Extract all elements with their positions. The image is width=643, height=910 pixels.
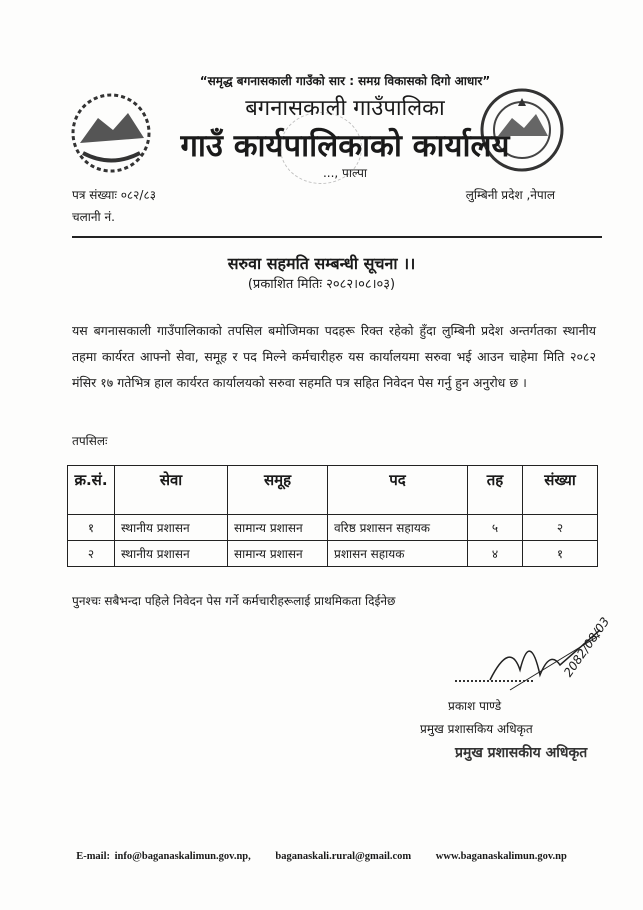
published-date: (प्रकाशित मितिः २०८२।०८।०३) — [247, 277, 396, 292]
letter-number: पत्र संख्याः ०८२/८३ — [72, 188, 156, 202]
designation-stamp: प्रमुख प्रशासकीय अधिकृत — [455, 745, 588, 761]
col-level: तह — [468, 466, 523, 515]
cell-count: १ — [523, 541, 598, 567]
notice-body: यस बगनासकाली गाउँपालिकाको तपसिल बमोजिमका पदहरू रिक्त रहेको हुँदा लुम्बिनी प्रदेश अन्तर्गतका स्थानीय तहमा कार्यरत आफ्नो सेवा, समूह र पद मिल्ने कर्मचारीहरु यस कार्यालयमा सरुवा भई आउन चाहेमा मिति २०८२ मंसिर १७ गतेभित्र हाल कार्यरत कार्यालयको सरुवा सहमति पत्र सहित निवेदन पेस गर्नु हुन अनुरोध छ । — [72, 323, 596, 390]
footer-email: E-mail: info@baganaskalimun.gov.np, — [76, 851, 251, 862]
dispatch-number: चलानी नं. — [72, 210, 115, 224]
table-row — [68, 515, 598, 541]
cell-position: वरिष्ठ प्रशासन सहायक — [328, 515, 468, 541]
footer-contacts — [0, 851, 643, 862]
signature-line — [455, 680, 533, 682]
office-address: ..., पाल्पा — [322, 166, 368, 180]
cell-group: सामान्य प्रशासन — [228, 541, 328, 567]
signature-date: 2082/08/03 — [561, 614, 613, 680]
cell-count: २ — [523, 515, 598, 541]
motto: “समृद्ध बगनासकाली गाउँको सार : समग्र विकासको दिगो आधार” — [199, 74, 491, 88]
col-position: पद — [328, 466, 468, 515]
footer-gmail: baganaskali.rural@gmail.com — [275, 851, 412, 862]
col-count: संख्या — [523, 466, 598, 515]
cell-serial: १ — [68, 515, 115, 541]
details-label: तपसिलः — [72, 434, 108, 448]
office-name: गाउँ कार्यपालिकाको कार्यालय — [180, 128, 510, 164]
col-service: सेवा — [115, 466, 228, 515]
table-header-row — [68, 466, 598, 515]
header-divider — [72, 236, 602, 238]
cell-level: ५ — [468, 515, 523, 541]
signatory-title: प्रमुख प्रशासकिय अधिकृत — [420, 722, 533, 736]
signatory-name: प्रकाश पाण्डे — [448, 699, 502, 713]
notice-title: सरुवा सहमति सम्बन्धी सूचना ।। — [227, 254, 416, 273]
municipality-name: बगनासकाली गाउँपालिका — [245, 96, 445, 121]
cell-service: स्थानीय प्रशासन — [115, 515, 228, 541]
province: लुम्बिनी प्रदेश ,नेपाल — [465, 188, 555, 202]
vacancy-table — [67, 465, 598, 567]
col-group: समूह — [228, 466, 328, 515]
cell-serial: २ — [68, 541, 115, 567]
table-row — [68, 541, 598, 567]
footer-website: www.baganaskalimun.gov.np — [435, 851, 567, 862]
cell-position: प्रशासन सहायक — [328, 541, 468, 567]
postscript: पुनश्चः सबैभन्दा पहिले निवेदन पेस गर्ने कर्मचारीहरूलाई प्राथमिकता दिईनेछ — [72, 594, 396, 608]
col-serial: क्र.सं. — [68, 466, 115, 515]
cell-level: ४ — [468, 541, 523, 567]
cell-service: स्थानीय प्रशासन — [115, 541, 228, 567]
cell-group: सामान्य प्रशासन — [228, 515, 328, 541]
